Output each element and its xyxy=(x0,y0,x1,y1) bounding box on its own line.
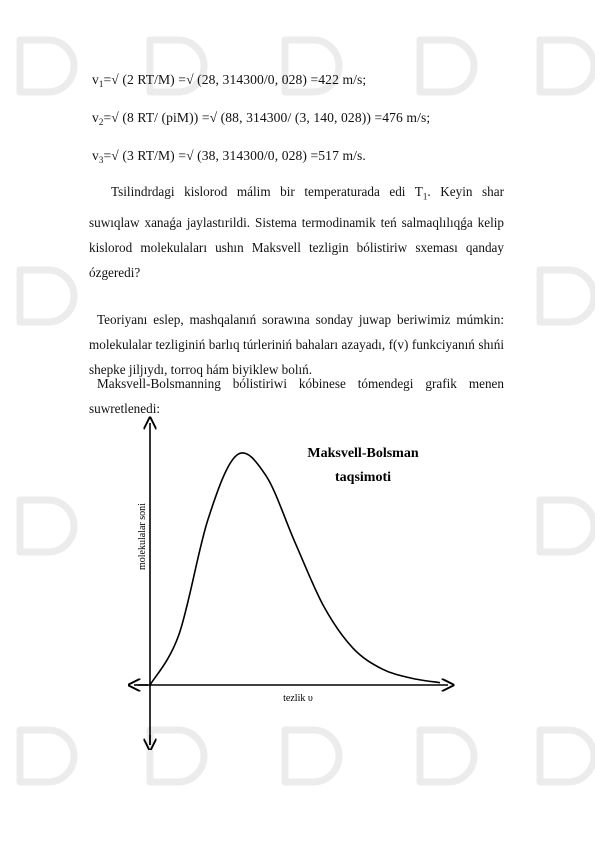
maxwell-boltzmann-chart xyxy=(128,405,458,750)
paragraph-question: Tsilindrdagi kislorod málim bir temperaturada edi $T_1$. Keyin shar suwıqlaw xanaǵa jaylastırildi. Sistema termodinamik teń salmaqlılıqǵa kelip kislorod molekulaları ushın Maksvell tezligin bólistiriw sxeması qanday ózgeredi? xyxy=(89,184,504,280)
formula-v3: $v_3=√$ (3 RT/M) =√ (38, 314300/0, 028) =517 m/s. xyxy=(92,148,366,165)
chart-title-line1: Maksvell-Bolsman xyxy=(307,446,419,461)
series-line xyxy=(150,453,440,685)
formula-v2: $v_2=√$ (8 RT/ (piM)) =√ (88, 314300/ (3, 140, 028)) =476 m/s; xyxy=(92,110,431,127)
paragraph-intro-graph: Maksvell-Bolsmanning bólistiriwi kóbinese tómendegi grafik menen suwretlenedi: xyxy=(89,376,504,416)
chart-title-line2: taqsimoti xyxy=(335,470,391,485)
formula-v1: $v_1=√$ (2 RT/M) =√ (28, 314300/0, 028) =422 m/s; xyxy=(92,72,367,89)
paragraph-answer: Teoriyanı eslep, mashqalanıń sorawına sonday juwap beriwimiz múmkin: molekulalar tezliginiń barlıq túrleriniń bahaları azayadı, f(v) funkciyanıń shıńi shepke jiljıydı, torroq hám biyiklew bolıń. xyxy=(89,312,504,377)
x-axis-label: tezlik υ xyxy=(283,693,313,704)
y-axis-label: molekulalar soni xyxy=(137,503,148,570)
